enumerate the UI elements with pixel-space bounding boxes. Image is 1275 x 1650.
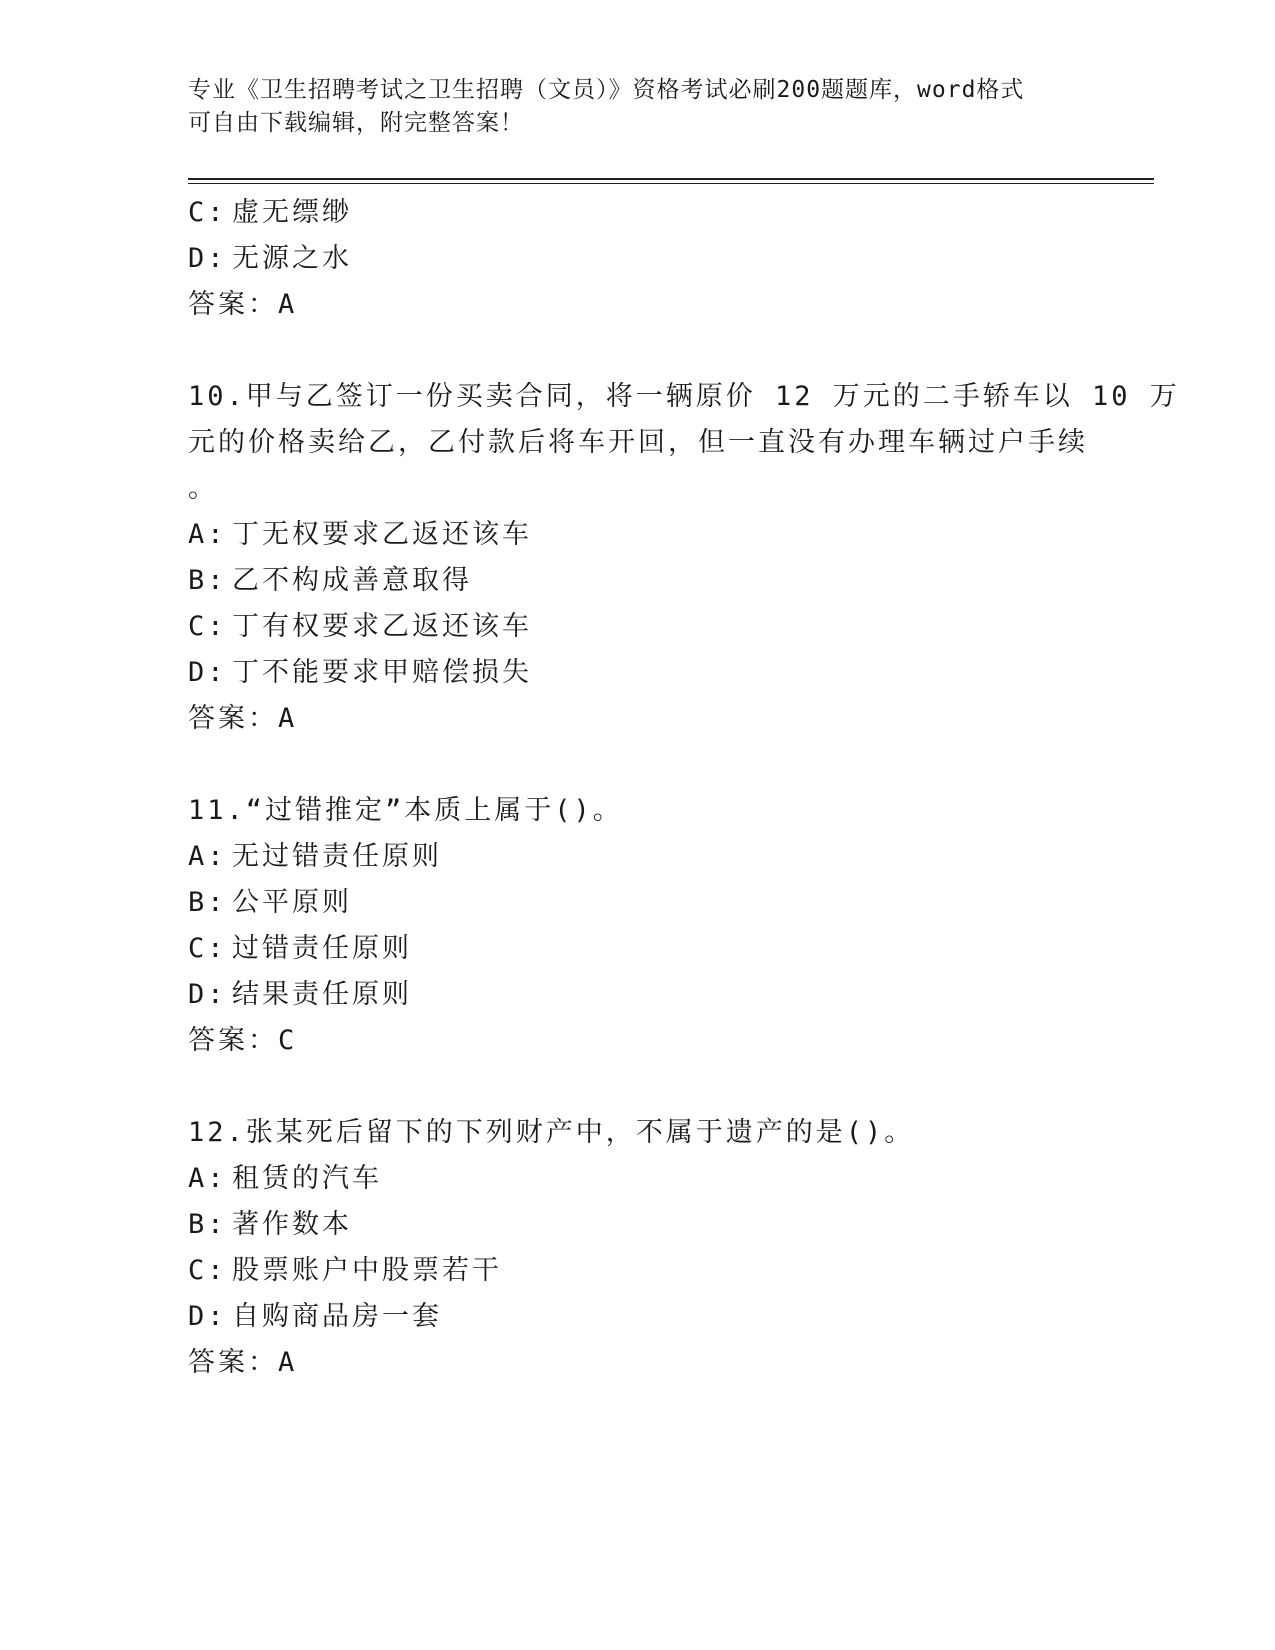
question-text: 11.“过错推定”本质上属于()。 [188, 795, 623, 826]
question-11 [188, 788, 1088, 1064]
option-d: D: 结果责任原则 [188, 979, 412, 1010]
option-c: C: 过错责任原则 [188, 933, 412, 964]
question-text: 12.张某死后留下的下列财产中，不属于遗产的是()。 [188, 1117, 915, 1148]
answer: 答案：A [188, 289, 298, 320]
question-text: 。 [188, 473, 218, 504]
option-a: A: 无过错责任原则 [188, 841, 442, 872]
option-c: C: 丁有权要求乙返还该车 [188, 611, 532, 642]
answer: 答案：A [188, 1347, 298, 1378]
question-10 [188, 374, 1180, 742]
header-line-1: 专业《卫生招聘考试之卫生招聘（文员）》资格考试必刷200题题库，word格式 [188, 77, 1025, 103]
option-b: B: 乙不构成善意取得 [188, 565, 472, 596]
option-a: A: 丁无权要求乙返还该车 [188, 519, 532, 550]
answer: 答案：C [188, 1025, 298, 1056]
question-12 [188, 1110, 1088, 1386]
option-d: D: 无源之水 [188, 243, 352, 274]
question-9-tail [188, 190, 1088, 328]
option-b: B: 著作数本 [188, 1209, 352, 1240]
document-header [188, 74, 1068, 140]
option-c: C: 股票账户中股票若干 [188, 1255, 502, 1286]
option-b: B: 公平原则 [188, 887, 352, 918]
question-text: 10.甲与乙签订一份买卖合同，将一辆原价 12 万元的二手轿车以 10 万 [188, 381, 1180, 412]
option-d: D: 自购商品房一套 [188, 1301, 442, 1332]
question-text: 元的价格卖给乙，乙付款后将车开回，但一直没有办理车辆过户手续 [188, 427, 1088, 458]
answer: 答案：A [188, 703, 298, 734]
question-list [188, 190, 1180, 1386]
header-line-2: 可自由下载编辑，附完整答案！ [188, 110, 524, 136]
option-d: D: 丁不能要求甲赔偿损失 [188, 657, 532, 688]
header-rule [188, 178, 1154, 180]
option-c: C: 虚无缥缈 [188, 197, 352, 228]
header-rule-thin [188, 183, 1154, 184]
option-a: A: 租赁的汽车 [188, 1163, 382, 1194]
